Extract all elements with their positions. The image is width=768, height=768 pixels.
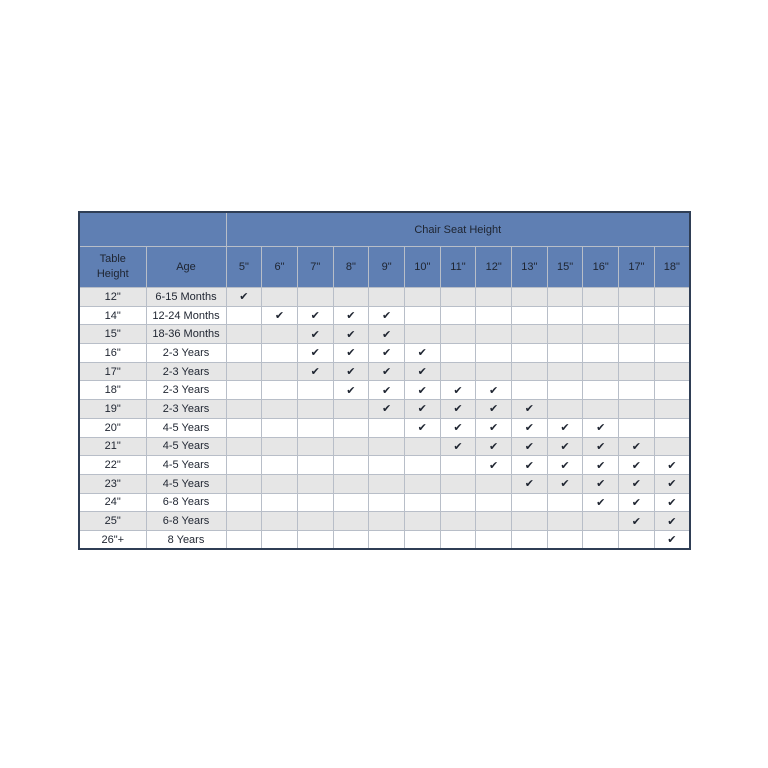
empty-cell xyxy=(333,474,369,493)
table-row xyxy=(79,306,690,325)
empty-cell xyxy=(583,362,619,381)
empty-cell xyxy=(226,306,262,325)
check-mark-icon: ✔ xyxy=(369,325,405,344)
seat-height-col-header: 15" xyxy=(547,247,583,288)
table-row xyxy=(79,400,690,419)
empty-cell xyxy=(262,530,298,549)
empty-cell xyxy=(476,474,512,493)
empty-cell xyxy=(369,288,405,307)
age-cell: 4-5 Years xyxy=(146,437,226,456)
check-mark-icon: ✔ xyxy=(333,325,369,344)
empty-cell xyxy=(297,530,333,549)
empty-cell xyxy=(297,512,333,531)
empty-cell xyxy=(619,344,655,363)
empty-cell xyxy=(369,456,405,475)
seat-height-col-header: 7" xyxy=(297,247,333,288)
empty-cell xyxy=(404,512,440,531)
empty-cell xyxy=(547,362,583,381)
check-mark-icon: ✔ xyxy=(583,474,619,493)
table-height-cell: 21" xyxy=(79,437,146,456)
empty-cell xyxy=(369,418,405,437)
empty-cell xyxy=(226,362,262,381)
age-cell: 4-5 Years xyxy=(146,418,226,437)
check-mark-icon: ✔ xyxy=(369,362,405,381)
check-mark-icon: ✔ xyxy=(583,493,619,512)
empty-cell xyxy=(512,362,548,381)
empty-cell xyxy=(654,418,690,437)
empty-cell xyxy=(583,530,619,549)
table-row xyxy=(79,456,690,475)
empty-cell xyxy=(226,344,262,363)
check-mark-icon: ✔ xyxy=(440,437,476,456)
table-height-cell: 16" xyxy=(79,344,146,363)
check-mark-icon: ✔ xyxy=(226,288,262,307)
table-row xyxy=(79,325,690,344)
empty-cell xyxy=(654,288,690,307)
empty-cell xyxy=(226,456,262,475)
empty-cell xyxy=(547,344,583,363)
table-height-header xyxy=(79,247,146,288)
empty-cell xyxy=(583,288,619,307)
empty-cell xyxy=(476,512,512,531)
table-row xyxy=(79,288,690,307)
table-body xyxy=(79,288,690,550)
empty-cell xyxy=(369,437,405,456)
empty-cell xyxy=(476,362,512,381)
table-height-cell: 19" xyxy=(79,400,146,419)
empty-cell xyxy=(226,325,262,344)
table-height-cell: 24" xyxy=(79,493,146,512)
empty-cell xyxy=(369,493,405,512)
empty-cell xyxy=(297,437,333,456)
table-height-cell: 22" xyxy=(79,456,146,475)
seat-height-col-header: 10" xyxy=(404,247,440,288)
empty-cell xyxy=(440,362,476,381)
seat-height-col-header: 16" xyxy=(583,247,619,288)
empty-cell xyxy=(404,437,440,456)
empty-cell xyxy=(583,400,619,419)
empty-cell xyxy=(512,512,548,531)
table-row xyxy=(79,512,690,531)
empty-cell xyxy=(476,306,512,325)
empty-cell xyxy=(262,512,298,531)
table-height-cell: 26"+ xyxy=(79,530,146,549)
empty-cell xyxy=(619,325,655,344)
check-mark-icon: ✔ xyxy=(547,474,583,493)
empty-cell xyxy=(547,325,583,344)
check-mark-icon: ✔ xyxy=(476,381,512,400)
empty-cell xyxy=(333,512,369,531)
empty-cell xyxy=(297,493,333,512)
empty-cell xyxy=(654,437,690,456)
check-mark-icon: ✔ xyxy=(333,344,369,363)
empty-cell xyxy=(226,493,262,512)
empty-cell xyxy=(262,362,298,381)
empty-cell xyxy=(226,400,262,419)
empty-cell xyxy=(297,381,333,400)
seat-height-col-header: 8" xyxy=(333,247,369,288)
empty-cell xyxy=(440,288,476,307)
empty-cell xyxy=(262,418,298,437)
empty-cell xyxy=(297,456,333,475)
check-mark-icon: ✔ xyxy=(654,493,690,512)
check-mark-icon: ✔ xyxy=(262,306,298,325)
check-mark-icon: ✔ xyxy=(619,456,655,475)
check-mark-icon: ✔ xyxy=(654,512,690,531)
age-cell: 6-8 Years xyxy=(146,512,226,531)
empty-cell xyxy=(404,288,440,307)
seat-height-col-header: 11" xyxy=(440,247,476,288)
check-mark-icon: ✔ xyxy=(404,362,440,381)
table-height-cell: 12" xyxy=(79,288,146,307)
seat-height-col-header: 12" xyxy=(476,247,512,288)
empty-cell xyxy=(333,288,369,307)
empty-cell xyxy=(333,400,369,419)
header-spacer xyxy=(79,212,226,247)
empty-cell xyxy=(654,362,690,381)
check-mark-icon: ✔ xyxy=(583,418,619,437)
table-height-cell: 18" xyxy=(79,381,146,400)
check-mark-icon: ✔ xyxy=(512,456,548,475)
empty-cell xyxy=(440,493,476,512)
empty-cell xyxy=(262,437,298,456)
empty-cell xyxy=(333,456,369,475)
age-cell: 6-8 Years xyxy=(146,493,226,512)
empty-cell xyxy=(654,344,690,363)
check-mark-icon: ✔ xyxy=(583,437,619,456)
empty-cell xyxy=(262,493,298,512)
check-mark-icon: ✔ xyxy=(512,400,548,419)
empty-cell xyxy=(583,344,619,363)
empty-cell xyxy=(404,493,440,512)
check-mark-icon: ✔ xyxy=(297,362,333,381)
check-mark-icon: ✔ xyxy=(654,530,690,549)
empty-cell xyxy=(583,512,619,531)
empty-cell xyxy=(262,400,298,419)
age-cell: 12-24 Months xyxy=(146,306,226,325)
empty-cell xyxy=(654,381,690,400)
check-mark-icon: ✔ xyxy=(297,325,333,344)
check-mark-icon: ✔ xyxy=(369,344,405,363)
check-mark-icon: ✔ xyxy=(547,418,583,437)
check-mark-icon: ✔ xyxy=(297,344,333,363)
empty-cell xyxy=(297,418,333,437)
empty-cell xyxy=(619,306,655,325)
empty-cell xyxy=(476,344,512,363)
empty-cell xyxy=(440,306,476,325)
empty-cell xyxy=(226,381,262,400)
empty-cell xyxy=(297,288,333,307)
empty-cell xyxy=(333,493,369,512)
empty-cell xyxy=(654,306,690,325)
table-row xyxy=(79,362,690,381)
check-mark-icon: ✔ xyxy=(476,437,512,456)
empty-cell xyxy=(226,530,262,549)
table-row xyxy=(79,381,690,400)
table-row xyxy=(79,474,690,493)
age-cell: 2-3 Years xyxy=(146,400,226,419)
empty-cell xyxy=(547,400,583,419)
empty-cell xyxy=(619,530,655,549)
check-mark-icon: ✔ xyxy=(333,306,369,325)
seat-height-table xyxy=(78,211,691,550)
check-mark-icon: ✔ xyxy=(583,456,619,475)
check-mark-icon: ✔ xyxy=(476,456,512,475)
table-row xyxy=(79,530,690,549)
check-mark-icon: ✔ xyxy=(369,381,405,400)
empty-cell xyxy=(476,325,512,344)
empty-cell xyxy=(369,512,405,531)
table-height-cell: 20" xyxy=(79,418,146,437)
empty-cell xyxy=(547,306,583,325)
check-mark-icon: ✔ xyxy=(440,418,476,437)
empty-cell xyxy=(333,530,369,549)
empty-cell xyxy=(619,400,655,419)
seat-height-col-header: 18" xyxy=(654,247,690,288)
empty-cell xyxy=(583,325,619,344)
age-header: Age xyxy=(146,247,226,288)
chair-seat-height-header: Chair Seat Height xyxy=(226,212,690,247)
check-mark-icon: ✔ xyxy=(476,418,512,437)
empty-cell xyxy=(262,344,298,363)
empty-cell xyxy=(440,344,476,363)
empty-cell xyxy=(440,530,476,549)
age-cell: 18-36 Months xyxy=(146,325,226,344)
empty-cell xyxy=(404,325,440,344)
age-cell: 8 Years xyxy=(146,530,226,549)
empty-cell xyxy=(583,306,619,325)
table-row xyxy=(79,493,690,512)
empty-cell xyxy=(512,530,548,549)
empty-cell xyxy=(440,456,476,475)
check-mark-icon: ✔ xyxy=(369,400,405,419)
check-mark-icon: ✔ xyxy=(512,437,548,456)
check-mark-icon: ✔ xyxy=(440,400,476,419)
table-height-cell: 15" xyxy=(79,325,146,344)
check-mark-icon: ✔ xyxy=(619,512,655,531)
empty-cell xyxy=(547,493,583,512)
seat-height-col-header: 5" xyxy=(226,247,262,288)
empty-cell xyxy=(512,381,548,400)
empty-cell xyxy=(654,400,690,419)
check-mark-icon: ✔ xyxy=(333,362,369,381)
empty-cell xyxy=(262,288,298,307)
check-mark-icon: ✔ xyxy=(512,418,548,437)
table-height-header-line-1: Table xyxy=(99,253,126,265)
check-mark-icon: ✔ xyxy=(654,456,690,475)
table-height-header-line-2: Height xyxy=(96,268,129,280)
empty-cell xyxy=(226,437,262,456)
check-mark-icon: ✔ xyxy=(404,400,440,419)
empty-cell xyxy=(440,474,476,493)
table-height-cell: 25" xyxy=(79,512,146,531)
empty-cell xyxy=(619,362,655,381)
age-cell: 6-15 Months xyxy=(146,288,226,307)
empty-cell xyxy=(369,474,405,493)
age-cell: 2-3 Years xyxy=(146,344,226,363)
empty-cell xyxy=(404,530,440,549)
table-row xyxy=(79,418,690,437)
seat-height-chart xyxy=(78,211,691,547)
empty-cell xyxy=(619,288,655,307)
age-cell: 2-3 Years xyxy=(146,381,226,400)
empty-cell xyxy=(226,474,262,493)
empty-cell xyxy=(547,512,583,531)
empty-cell xyxy=(404,474,440,493)
check-mark-icon: ✔ xyxy=(476,400,512,419)
check-mark-icon: ✔ xyxy=(512,474,548,493)
table-height-cell: 14" xyxy=(79,306,146,325)
empty-cell xyxy=(654,325,690,344)
table-row xyxy=(79,344,690,363)
empty-cell xyxy=(476,493,512,512)
empty-cell xyxy=(262,381,298,400)
seat-height-col-header: 6" xyxy=(262,247,298,288)
table-row xyxy=(79,437,690,456)
empty-cell xyxy=(404,456,440,475)
check-mark-icon: ✔ xyxy=(404,381,440,400)
empty-cell xyxy=(547,530,583,549)
empty-cell xyxy=(404,306,440,325)
check-mark-icon: ✔ xyxy=(619,474,655,493)
seat-height-col-header: 13" xyxy=(512,247,548,288)
empty-cell xyxy=(512,325,548,344)
empty-cell xyxy=(547,381,583,400)
empty-cell xyxy=(262,325,298,344)
empty-cell xyxy=(262,456,298,475)
empty-cell xyxy=(297,400,333,419)
empty-cell xyxy=(476,530,512,549)
check-mark-icon: ✔ xyxy=(369,306,405,325)
age-cell: 4-5 Years xyxy=(146,474,226,493)
check-mark-icon: ✔ xyxy=(547,437,583,456)
check-mark-icon: ✔ xyxy=(619,437,655,456)
empty-cell xyxy=(226,418,262,437)
empty-cell xyxy=(333,418,369,437)
empty-cell xyxy=(583,381,619,400)
seat-height-col-header: 17" xyxy=(619,247,655,288)
empty-cell xyxy=(440,512,476,531)
seat-height-col-header: 9" xyxy=(369,247,405,288)
empty-cell xyxy=(512,306,548,325)
check-mark-icon: ✔ xyxy=(297,306,333,325)
check-mark-icon: ✔ xyxy=(404,344,440,363)
empty-cell xyxy=(476,288,512,307)
age-cell: 4-5 Years xyxy=(146,456,226,475)
empty-cell xyxy=(547,288,583,307)
empty-cell xyxy=(619,418,655,437)
check-mark-icon: ✔ xyxy=(404,418,440,437)
check-mark-icon: ✔ xyxy=(333,381,369,400)
empty-cell xyxy=(369,530,405,549)
table-height-cell: 23" xyxy=(79,474,146,493)
empty-cell xyxy=(512,493,548,512)
empty-cell xyxy=(262,474,298,493)
table-height-cell: 17" xyxy=(79,362,146,381)
empty-cell xyxy=(297,474,333,493)
check-mark-icon: ✔ xyxy=(619,493,655,512)
check-mark-icon: ✔ xyxy=(547,456,583,475)
empty-cell xyxy=(333,437,369,456)
age-cell: 2-3 Years xyxy=(146,362,226,381)
empty-cell xyxy=(512,288,548,307)
column-header-row xyxy=(79,247,690,288)
check-mark-icon: ✔ xyxy=(440,381,476,400)
empty-cell xyxy=(226,512,262,531)
empty-cell xyxy=(440,325,476,344)
empty-cell xyxy=(619,381,655,400)
check-mark-icon: ✔ xyxy=(654,474,690,493)
empty-cell xyxy=(512,344,548,363)
